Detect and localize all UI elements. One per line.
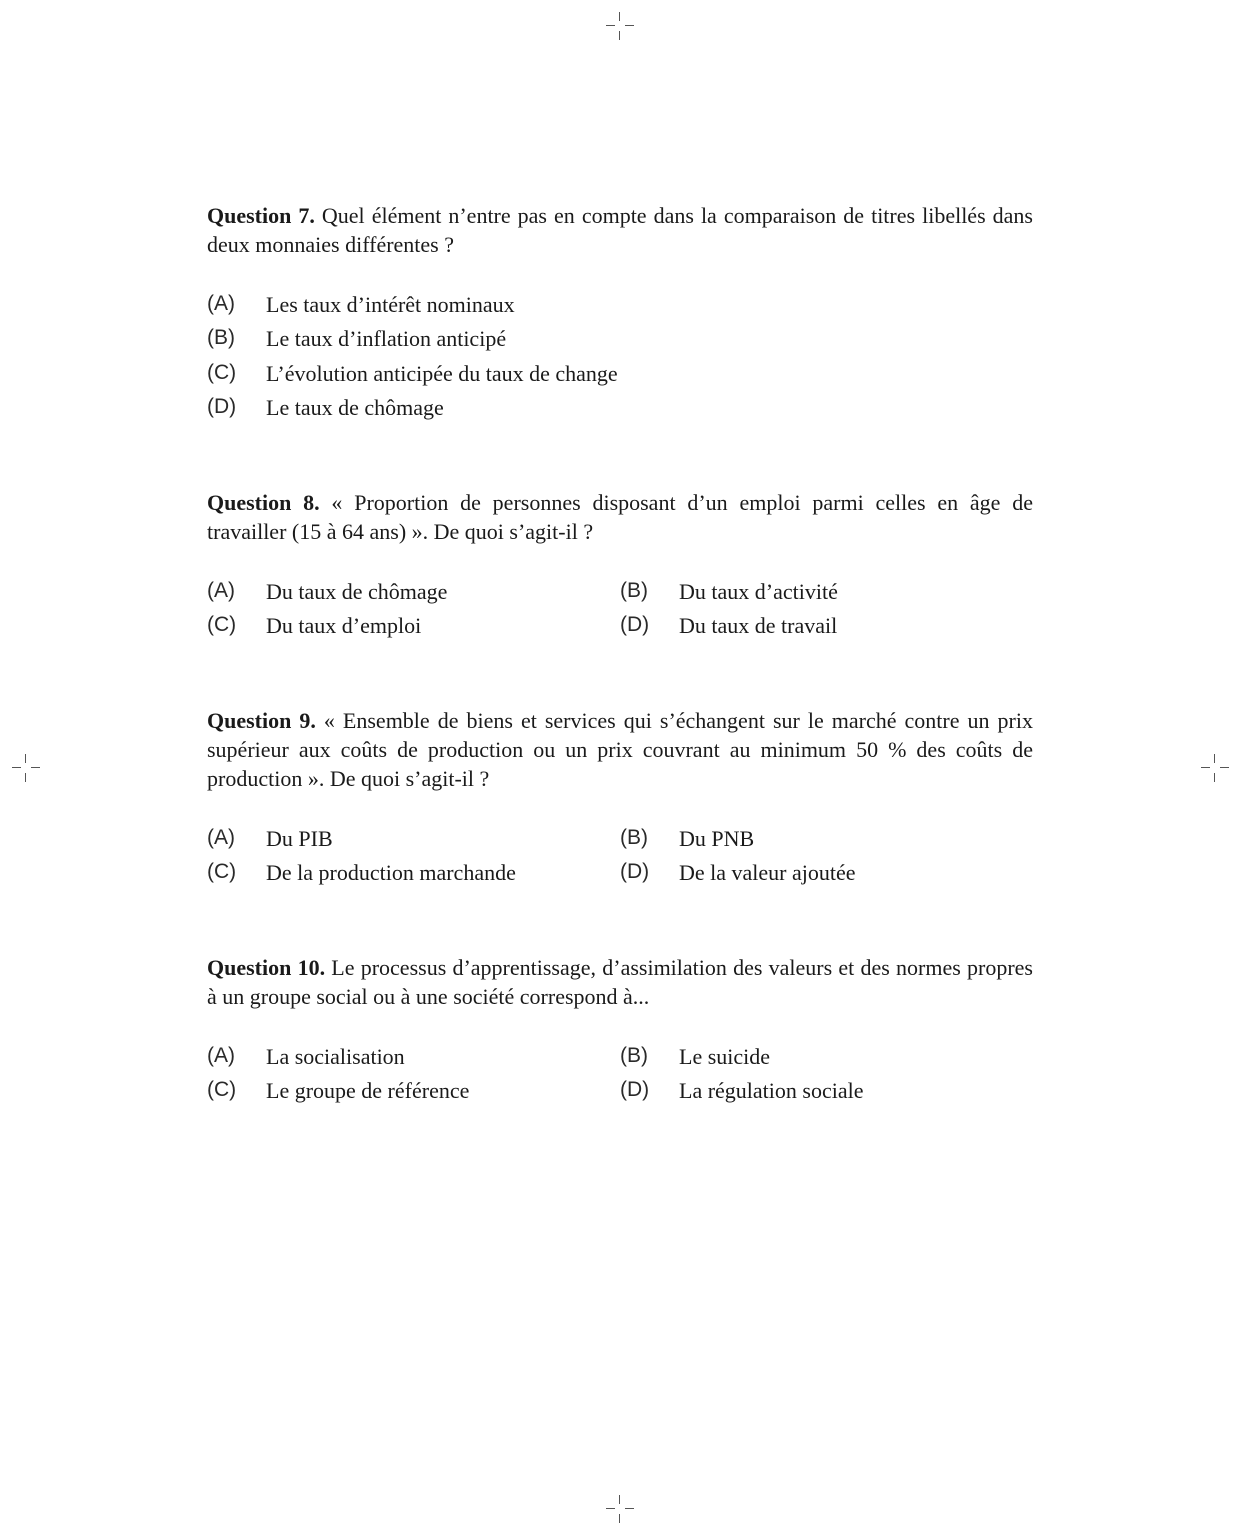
answer-letter: (C) (207, 613, 237, 636)
answer-letter: (B) (620, 579, 648, 602)
answer-letter: (A) (207, 579, 235, 602)
answer-text: Du taux d’emploi (266, 613, 422, 638)
answer-letter: (D) (620, 613, 650, 636)
answer-text: Le suicide (679, 1044, 771, 1069)
crop-mark-bottom (606, 1495, 634, 1523)
question-10 (207, 953, 1033, 1011)
question-label: Question 7. (207, 203, 315, 228)
answer-letter: (B) (620, 1044, 648, 1067)
answer-text: De la valeur ajoutée (679, 860, 856, 885)
answer-text: Les taux d’intérêt nominaux (266, 292, 515, 317)
answer-text: L’évolution anticipée du taux de change (266, 361, 618, 386)
question-text: « Proportion de personnes disposant d’un emploi parmi celles en âge de travailler (15 à 64 ans) ». De quoi s’agit-il ? (207, 490, 1033, 544)
question-text: « Ensemble de biens et services qui s’échangent sur le marché contre un prix supérieur aux coûts de production ou un prix couvrant au minimum 50 % des coûts de production ». De quoi s’agit-il ? (207, 708, 1033, 791)
answer-text: Du taux de chômage (266, 579, 448, 604)
answer-letter: (D) (620, 860, 650, 883)
answer-letter: (A) (207, 1044, 235, 1067)
answer-text: La régulation sociale (679, 1078, 864, 1103)
question-7 (207, 201, 1033, 259)
answer-letter: (D) (207, 395, 237, 418)
question-text: Le processus d’apprentissage, d’assimilation des valeurs et des normes propres à un groupe social ou à une société correspond à... (207, 955, 1033, 1009)
answer-letter: (D) (620, 1078, 650, 1101)
crop-mark-top (606, 12, 634, 40)
question-9 (207, 706, 1033, 793)
answer-text: La socialisation (266, 1044, 405, 1069)
answer-text: Le taux d’inflation anticipé (266, 326, 507, 351)
question-label: Question 8. (207, 490, 320, 515)
question-text: Quel élément n’entre pas en compte dans la comparaison de titres libellés dans deux monnaies différentes ? (207, 203, 1033, 257)
answer-letter: (C) (207, 361, 237, 384)
answer-text: De la production marchande (266, 860, 516, 885)
answer-text: Du taux d’activité (679, 579, 838, 604)
answer-letter: (C) (207, 860, 237, 883)
answer-letter: (A) (207, 292, 235, 315)
answer-letter: (A) (207, 826, 235, 849)
question-label: Question 10. (207, 955, 326, 980)
answer-text: Du PIB (266, 826, 333, 851)
crop-mark-right (1201, 754, 1229, 782)
answer-letter: (B) (620, 826, 648, 849)
answer-letter: (C) (207, 1078, 237, 1101)
answer-letter: (B) (207, 326, 235, 349)
answer-text: Du PNB (679, 826, 755, 851)
question-8 (207, 488, 1033, 546)
answer-text: Le taux de chômage (266, 395, 444, 420)
crop-mark-left (12, 754, 40, 782)
question-label: Question 9. (207, 708, 316, 733)
answer-text: Du taux de travail (679, 613, 838, 638)
answer-text: Le groupe de référence (266, 1078, 470, 1103)
